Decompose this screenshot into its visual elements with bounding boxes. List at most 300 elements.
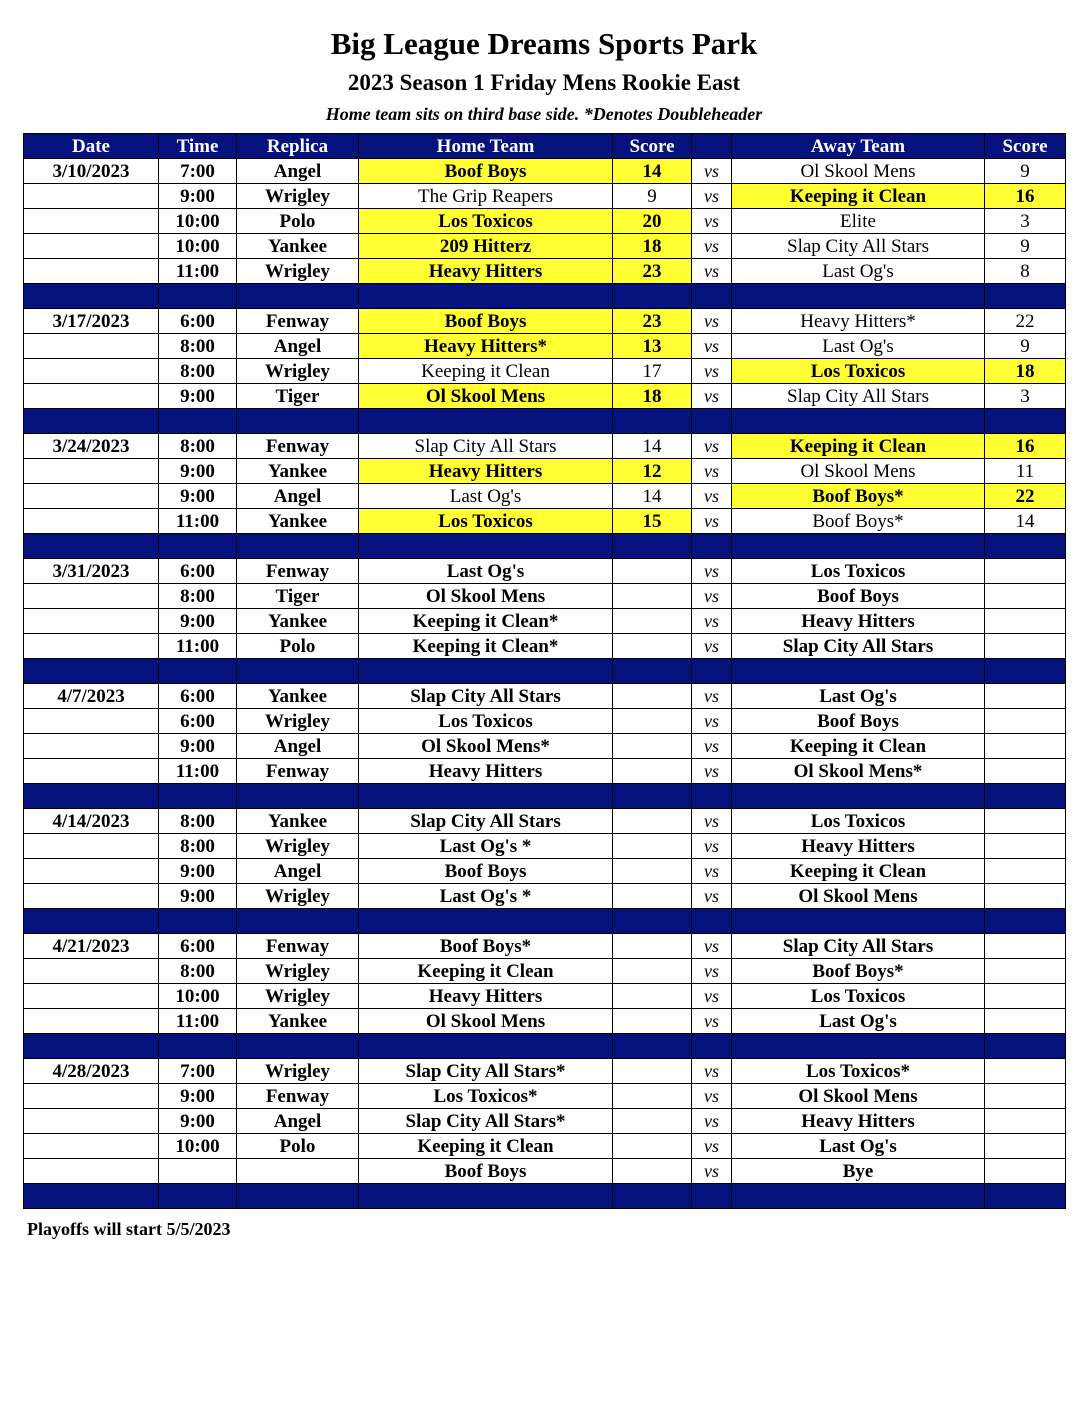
separator-cell [985,409,1066,434]
replica-cell: Angel [237,734,359,759]
away-score-cell [985,934,1066,959]
home-team-cell: Heavy Hitters* [359,334,613,359]
time-cell: 9:00 [159,884,237,909]
home-score-cell [613,859,692,884]
separator-cell [985,284,1066,309]
time-cell: 6:00 [159,559,237,584]
table-row [24,634,1066,659]
time-cell: 11:00 [159,634,237,659]
away-score-cell [985,809,1066,834]
home-score-cell [613,1009,692,1034]
date-cell [24,759,159,784]
away-score-cell: 16 [985,434,1066,459]
home-team-cell: Los Toxicos [359,509,613,534]
table-row [24,159,1066,184]
vs-cell: vs [692,1009,732,1034]
date-cell [24,959,159,984]
vs-cell: vs [692,209,732,234]
table-row [24,1084,1066,1109]
date-cell: 3/10/2023 [24,159,159,184]
replica-cell: Angel [237,159,359,184]
table-row [24,734,1066,759]
date-cell [24,1134,159,1159]
separator-cell [613,1034,692,1059]
table-row [24,1159,1066,1184]
table-row [24,1109,1066,1134]
separator-cell [732,284,985,309]
away-score-cell [985,884,1066,909]
table-row [24,334,1066,359]
away-score-cell [985,584,1066,609]
separator-cell [692,1184,732,1209]
replica-cell: Wrigley [237,1059,359,1084]
date-cell [24,359,159,384]
vs-cell: vs [692,234,732,259]
away-team-cell: Slap City All Stars [732,934,985,959]
time-cell: 10:00 [159,984,237,1009]
separator-cell [159,534,237,559]
away-score-cell: 9 [985,334,1066,359]
home-score-cell [613,809,692,834]
home-team-cell: Keeping it Clean [359,959,613,984]
away-score-cell [985,609,1066,634]
table-row [24,434,1066,459]
away-team-cell: Heavy Hitters [732,834,985,859]
separator-cell [732,909,985,934]
table-row [24,1134,1066,1159]
away-team-cell: Boof Boys* [732,484,985,509]
away-team-cell: Boof Boys [732,584,985,609]
away-team-cell: Keeping it Clean [732,859,985,884]
away-team-cell: Heavy Hitters [732,609,985,634]
away-team-cell: Last Og's [732,1009,985,1034]
away-score-cell: 9 [985,159,1066,184]
home-team-cell: Boof Boys [359,309,613,334]
home-team-cell: Ol Skool Mens [359,584,613,609]
home-team-cell: Last Og's * [359,834,613,859]
home-team-cell: Keeping it Clean [359,359,613,384]
separator-cell [237,284,359,309]
home-team-cell: Los Toxicos [359,209,613,234]
home-team-cell: Last Og's [359,484,613,509]
away-score-cell [985,1134,1066,1159]
home-score-cell [613,984,692,1009]
separator-cell [237,784,359,809]
vs-cell: vs [692,1134,732,1159]
separator-cell [24,409,159,434]
time-cell: 8:00 [159,584,237,609]
home-team-cell: Slap City All Stars [359,684,613,709]
replica-cell: Yankee [237,459,359,484]
replica-cell: Wrigley [237,709,359,734]
date-cell [24,459,159,484]
time-cell: 11:00 [159,1009,237,1034]
time-cell: 6:00 [159,309,237,334]
vs-cell: vs [692,684,732,709]
away-team-cell: Last Og's [732,334,985,359]
home-score-cell: 18 [613,234,692,259]
table-row [24,259,1066,284]
schedule-table [23,133,1066,1209]
away-team-cell: Ol Skool Mens [732,459,985,484]
separator-cell [613,534,692,559]
separator-cell [613,284,692,309]
home-score-cell: 13 [613,334,692,359]
replica-cell: Angel [237,484,359,509]
week-separator-row [24,284,1066,309]
separator-cell [732,659,985,684]
away-team-cell: Los Toxicos [732,559,985,584]
vs-cell: vs [692,359,732,384]
away-team-cell: Keeping it Clean [732,184,985,209]
away-score-cell [985,759,1066,784]
time-cell: 11:00 [159,759,237,784]
replica-cell: Angel [237,334,359,359]
separator-cell [732,409,985,434]
separator-cell [613,1184,692,1209]
away-score-cell [985,1084,1066,1109]
separator-cell [359,784,613,809]
away-score-cell: 16 [985,184,1066,209]
replica-cell: Yankee [237,609,359,634]
home-team-cell: Keeping it Clean* [359,634,613,659]
separator-cell [159,1184,237,1209]
away-team-cell: Los Toxicos* [732,1059,985,1084]
home-score-cell: 9 [613,184,692,209]
home-team-cell: Ol Skool Mens [359,1009,613,1034]
separator-cell [159,659,237,684]
away-score-cell [985,1159,1066,1184]
home-team-cell: Slap City All Stars* [359,1109,613,1134]
separator-cell [613,659,692,684]
away-team-cell: Boof Boys [732,709,985,734]
vs-cell: vs [692,609,732,634]
table-row [24,209,1066,234]
replica-cell: Wrigley [237,184,359,209]
column-header-away-score: Score [985,134,1066,159]
vs-cell: vs [692,459,732,484]
column-header-replica: Replica [237,134,359,159]
home-team-cell: Slap City All Stars [359,809,613,834]
date-cell [24,509,159,534]
separator-cell [613,909,692,934]
table-row [24,834,1066,859]
table-row [24,859,1066,884]
time-cell: 9:00 [159,1109,237,1134]
away-score-cell: 11 [985,459,1066,484]
separator-cell [359,1034,613,1059]
separator-cell [24,909,159,934]
time-cell: 9:00 [159,384,237,409]
away-team-cell: Slap City All Stars [732,384,985,409]
separator-cell [732,1184,985,1209]
vs-cell: vs [692,859,732,884]
home-score-cell [613,1084,692,1109]
date-cell [24,1084,159,1109]
separator-cell [732,784,985,809]
separator-cell [692,659,732,684]
separator-cell [159,784,237,809]
separator-cell [359,909,613,934]
time-cell: 9:00 [159,609,237,634]
week-separator-row [24,1034,1066,1059]
week-separator-row [24,534,1066,559]
date-cell [24,884,159,909]
separator-cell [24,284,159,309]
home-score-cell [613,559,692,584]
separator-cell [692,409,732,434]
replica-cell: Fenway [237,1084,359,1109]
page-title: Big League Dreams Sports Park [330,26,758,61]
home-team-cell: Boof Boys [359,1159,613,1184]
table-row [24,309,1066,334]
time-cell: 6:00 [159,934,237,959]
date-cell [24,734,159,759]
away-score-cell [985,1059,1066,1084]
date-cell [24,709,159,734]
playoffs-note: Playoffs will start 5/5/2023 [27,1219,231,1239]
table-row [24,234,1066,259]
away-team-cell: Ol Skool Mens [732,159,985,184]
home-team-cell: Last Og's * [359,884,613,909]
separator-cell [359,409,613,434]
home-team-cell: Heavy Hitters [359,759,613,784]
replica-cell: Wrigley [237,984,359,1009]
separator-cell [24,659,159,684]
vs-cell: vs [692,509,732,534]
date-cell [24,609,159,634]
separator-cell [692,784,732,809]
table-row [24,559,1066,584]
replica-cell: Yankee [237,684,359,709]
separator-cell [692,909,732,934]
separator-cell [159,1034,237,1059]
vs-cell: vs [692,734,732,759]
home-team-cell: Boof Boys* [359,934,613,959]
table-row [24,484,1066,509]
table-row [24,959,1066,984]
table-row [24,684,1066,709]
time-cell: 9:00 [159,1084,237,1109]
home-team-cell: Last Og's [359,559,613,584]
vs-cell: vs [692,709,732,734]
separator-cell [359,659,613,684]
table-row [24,384,1066,409]
vs-cell: vs [692,384,732,409]
away-score-cell: 3 [985,384,1066,409]
vs-cell: vs [692,184,732,209]
away-team-cell: Keeping it Clean [732,734,985,759]
date-cell [24,209,159,234]
home-score-cell: 14 [613,434,692,459]
week-separator-row [24,409,1066,434]
separator-cell [359,1184,613,1209]
vs-cell: vs [692,884,732,909]
replica-cell: Tiger [237,384,359,409]
away-score-cell [985,634,1066,659]
home-score-cell [613,734,692,759]
vs-cell: vs [692,1084,732,1109]
home-score-cell: 14 [613,484,692,509]
date-cell [24,859,159,884]
separator-cell [237,659,359,684]
home-team-cell: Heavy Hitters [359,984,613,1009]
table-row [24,459,1066,484]
time-cell: 11:00 [159,259,237,284]
vs-cell: vs [692,634,732,659]
date-cell [24,984,159,1009]
separator-cell [237,1184,359,1209]
time-cell: 8:00 [159,334,237,359]
away-score-cell [985,1009,1066,1034]
date-cell [24,259,159,284]
schedule-note: Home team sits on third base side. *Denotes Doubleheader [325,104,763,124]
column-header-time: Time [159,134,237,159]
vs-cell: vs [692,309,732,334]
away-team-cell: Boof Boys* [732,509,985,534]
replica-cell: Wrigley [237,259,359,284]
table-row [24,709,1066,734]
separator-cell [24,1184,159,1209]
date-cell: 3/31/2023 [24,559,159,584]
home-score-cell [613,934,692,959]
table-row [24,759,1066,784]
separator-cell [24,534,159,559]
date-cell [24,1009,159,1034]
replica-cell: Wrigley [237,359,359,384]
home-score-cell [613,634,692,659]
vs-cell: vs [692,959,732,984]
away-team-cell: Los Toxicos [732,809,985,834]
time-cell: 8:00 [159,359,237,384]
separator-cell [613,409,692,434]
separator-cell [692,534,732,559]
replica-cell: Yankee [237,234,359,259]
separator-cell [985,1184,1066,1209]
week-separator-row [24,659,1066,684]
schedule-body [24,159,1066,1209]
time-cell: 8:00 [159,959,237,984]
time-cell: 8:00 [159,434,237,459]
away-score-cell: 9 [985,234,1066,259]
time-cell: 6:00 [159,684,237,709]
home-team-cell: The Grip Reapers [359,184,613,209]
time-cell: 9:00 [159,459,237,484]
home-score-cell: 23 [613,309,692,334]
home-team-cell: Boof Boys [359,859,613,884]
time-cell: 7:00 [159,159,237,184]
time-cell: 11:00 [159,509,237,534]
replica-cell: Wrigley [237,834,359,859]
home-score-cell: 17 [613,359,692,384]
vs-cell: vs [692,334,732,359]
time-cell [159,1159,237,1184]
separator-cell [237,534,359,559]
home-team-cell: Keeping it Clean* [359,609,613,634]
vs-cell: vs [692,1109,732,1134]
replica-cell: Fenway [237,759,359,784]
vs-cell: vs [692,559,732,584]
vs-cell: vs [692,984,732,1009]
time-cell: 8:00 [159,809,237,834]
separator-cell [24,1034,159,1059]
home-score-cell [613,1159,692,1184]
home-score-cell [613,684,692,709]
vs-cell: vs [692,484,732,509]
home-score-cell [613,834,692,859]
replica-cell: Tiger [237,584,359,609]
date-cell: 4/7/2023 [24,684,159,709]
away-score-cell [985,684,1066,709]
vs-cell: vs [692,159,732,184]
table-row [24,184,1066,209]
time-cell: 9:00 [159,484,237,509]
separator-cell [985,909,1066,934]
date-cell [24,1159,159,1184]
replica-cell: Angel [237,859,359,884]
home-team-cell: 209 Hitterz [359,234,613,259]
home-score-cell [613,959,692,984]
separator-cell [732,1034,985,1059]
date-cell [24,384,159,409]
home-score-cell: 15 [613,509,692,534]
replica-cell: Yankee [237,1009,359,1034]
away-team-cell: Los Toxicos [732,984,985,1009]
away-team-cell: Ol Skool Mens [732,884,985,909]
home-team-cell: Los Toxicos* [359,1084,613,1109]
away-team-cell: Keeping it Clean [732,434,985,459]
away-score-cell [985,834,1066,859]
away-score-cell [985,709,1066,734]
column-header-date: Date [24,134,159,159]
home-team-cell: Los Toxicos [359,709,613,734]
vs-cell: vs [692,259,732,284]
vs-cell: vs [692,1059,732,1084]
time-cell: 8:00 [159,834,237,859]
separator-cell [732,534,985,559]
date-cell [24,634,159,659]
home-team-cell: Heavy Hitters [359,259,613,284]
home-team-cell: Slap City All Stars* [359,1059,613,1084]
away-team-cell: Last Og's [732,1134,985,1159]
table-row [24,884,1066,909]
home-score-cell [613,709,692,734]
separator-cell [613,784,692,809]
week-separator-row [24,784,1066,809]
table-row [24,1009,1066,1034]
away-score-cell [985,559,1066,584]
time-cell: 7:00 [159,1059,237,1084]
vs-cell: vs [692,934,732,959]
week-separator-row [24,909,1066,934]
vs-cell: vs [692,1159,732,1184]
away-score-cell: 8 [985,259,1066,284]
home-score-cell [613,584,692,609]
table-header-row [24,134,1066,159]
time-cell: 9:00 [159,184,237,209]
away-team-cell: Heavy Hitters* [732,309,985,334]
column-header-home-team: Home Team [359,134,613,159]
home-score-cell: 20 [613,209,692,234]
away-score-cell [985,959,1066,984]
separator-cell [237,909,359,934]
date-cell [24,234,159,259]
separator-cell [985,659,1066,684]
column-header-vs [692,134,732,159]
date-cell [24,484,159,509]
separator-cell [985,1034,1066,1059]
table-row [24,934,1066,959]
